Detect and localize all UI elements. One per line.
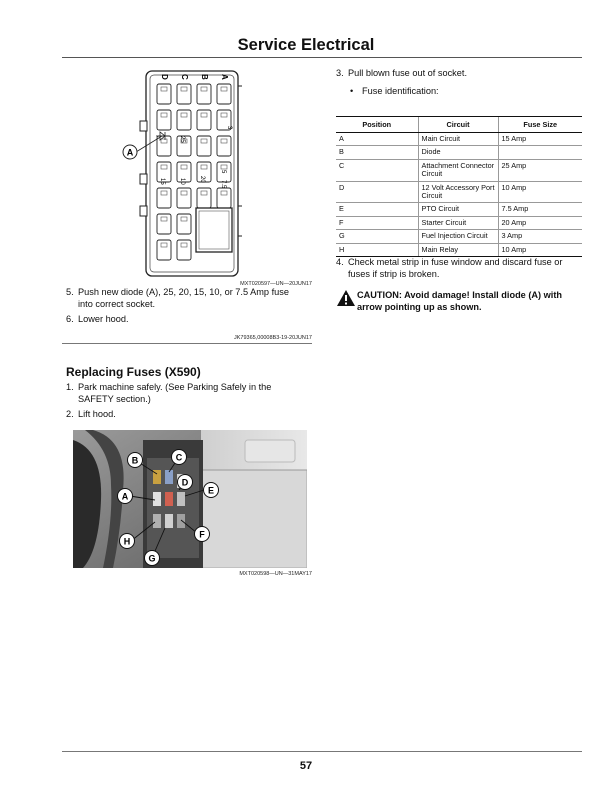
step-3	[336, 68, 586, 80]
fuse-value-15: 15	[159, 178, 165, 185]
table-row	[336, 243, 582, 256]
title-rule	[62, 57, 582, 58]
column-letter-b: B	[200, 74, 209, 80]
step-1	[66, 382, 306, 405]
step-4-text: Check metal strip in fuse window and discard fuse or fuses if strip is broken.	[348, 257, 563, 279]
fuse-value-10: 10	[179, 178, 185, 185]
step-2	[66, 409, 306, 421]
table-row	[336, 181, 582, 203]
step-1-number: 1.	[66, 382, 74, 392]
cell-position: A	[336, 133, 418, 146]
cell-position: E	[336, 203, 418, 216]
callout-label-e: E	[207, 485, 215, 496]
cell-circuit: Main Relay	[418, 243, 498, 256]
table-row	[336, 230, 582, 243]
callout-label-c: C	[175, 452, 183, 463]
reference-code: JK79365,00008B3-19-20JUN17	[234, 335, 312, 341]
fuse-value-5: 5	[220, 170, 226, 174]
table-row	[336, 133, 582, 146]
fuse-value-25: 25	[179, 136, 185, 143]
bullet-fuse-identification	[350, 86, 580, 98]
callout-label-b: B	[131, 455, 139, 466]
cell-circuit: Attachment Connector Circuit	[418, 159, 498, 181]
fuse-block-svg	[118, 66, 248, 281]
fuse-value-20: 20	[199, 176, 205, 183]
cell-fuse-size: 10 Amp	[498, 181, 582, 203]
cell-circuit: Diode	[418, 146, 498, 159]
step-2-text: Lift hood.	[78, 409, 116, 419]
column-letter-a: A	[220, 74, 229, 80]
step-3-number: 3.	[336, 68, 344, 78]
cell-position: B	[336, 146, 418, 159]
column-letter-d: D	[160, 74, 169, 80]
fuse-block-photo	[73, 430, 307, 568]
callout-label-f: F	[199, 529, 205, 540]
fuse-table-wrapper	[336, 116, 582, 257]
column-header-position: Position	[336, 117, 418, 133]
footer-rule	[62, 751, 582, 752]
cell-fuse-size: 10 Amp	[498, 243, 582, 256]
table-row	[336, 216, 582, 229]
caution-text: CAUTION: Avoid damage! Install diode (A) with arrow pointing up as shown.	[357, 290, 563, 312]
fuse-block-diagram	[118, 66, 248, 281]
column-header-fuse-size: Fuse Size	[498, 117, 582, 133]
cell-fuse-size: 7.5 Amp	[498, 203, 582, 216]
table-row	[336, 146, 582, 159]
step-3-text: Pull blown fuse out of socket.	[348, 68, 467, 78]
table-row	[336, 203, 582, 216]
step-6-number: 6.	[66, 314, 74, 324]
table-row	[336, 159, 582, 181]
cell-fuse-size: 3 Amp	[498, 230, 582, 243]
fuse-value-3: 3	[226, 126, 232, 130]
step-1-text: Park machine safely. (See Parking Safely in the SAFETY section.)	[78, 382, 272, 404]
step-6-text: Lower hood.	[78, 314, 129, 324]
cell-fuse-size	[498, 146, 582, 159]
figure1-caption: MXT020597—UN—20JUN17	[240, 281, 312, 287]
cell-circuit: Main Circuit	[418, 133, 498, 146]
step-4	[336, 257, 586, 280]
callout-a-label: A	[126, 147, 134, 158]
callout-label-g: G	[148, 553, 156, 564]
warning-icon	[337, 290, 355, 306]
fuse-photo-svg	[73, 430, 307, 568]
section-heading: Replacing Fuses (X590)	[66, 365, 201, 379]
callout-label-h: H	[123, 536, 131, 547]
cell-fuse-size: 15 Amp	[498, 133, 582, 146]
step-5	[66, 287, 306, 310]
figure2-caption: MXT020598—UN—31MAY17	[239, 571, 312, 577]
fuse-table	[336, 116, 582, 257]
callout-label-d: D	[181, 477, 189, 488]
cell-circuit: Fuel Injection Circuit	[418, 230, 498, 243]
step-6	[66, 314, 306, 326]
bullet-icon: •	[350, 86, 354, 96]
step-5-text: Push new diode (A), 25, 20, 15, 10, or 7.5 Amp fuse into correct socket.	[78, 287, 289, 309]
callout-label-a: A	[121, 491, 129, 502]
step-4-number: 4.	[336, 257, 344, 267]
bullet-text: Fuse identification:	[362, 86, 439, 96]
page-number: 57	[299, 760, 313, 772]
fuse-value-7-5: 7.5	[220, 180, 226, 189]
step-2-number: 2.	[66, 409, 74, 419]
cell-position: D	[336, 181, 418, 203]
cell-position: G	[336, 230, 418, 243]
cell-position: F	[336, 216, 418, 229]
table-header-row	[336, 117, 582, 133]
column-header-circuit: Circuit	[418, 117, 498, 133]
cell-circuit: Starter Circuit	[418, 216, 498, 229]
column-letter-c: C	[180, 74, 189, 80]
cell-position: C	[336, 159, 418, 181]
cell-position: H	[336, 243, 418, 256]
cell-fuse-size: 25 Amp	[498, 159, 582, 181]
section-divider	[62, 343, 312, 344]
step-5-number: 5.	[66, 287, 74, 297]
cell-circuit: PTO Circuit	[418, 203, 498, 216]
cell-circuit: 12 Volt Accessory Port Circuit	[418, 181, 498, 203]
cell-fuse-size: 20 Amp	[498, 216, 582, 229]
page-title: Service Electrical	[237, 36, 375, 54]
